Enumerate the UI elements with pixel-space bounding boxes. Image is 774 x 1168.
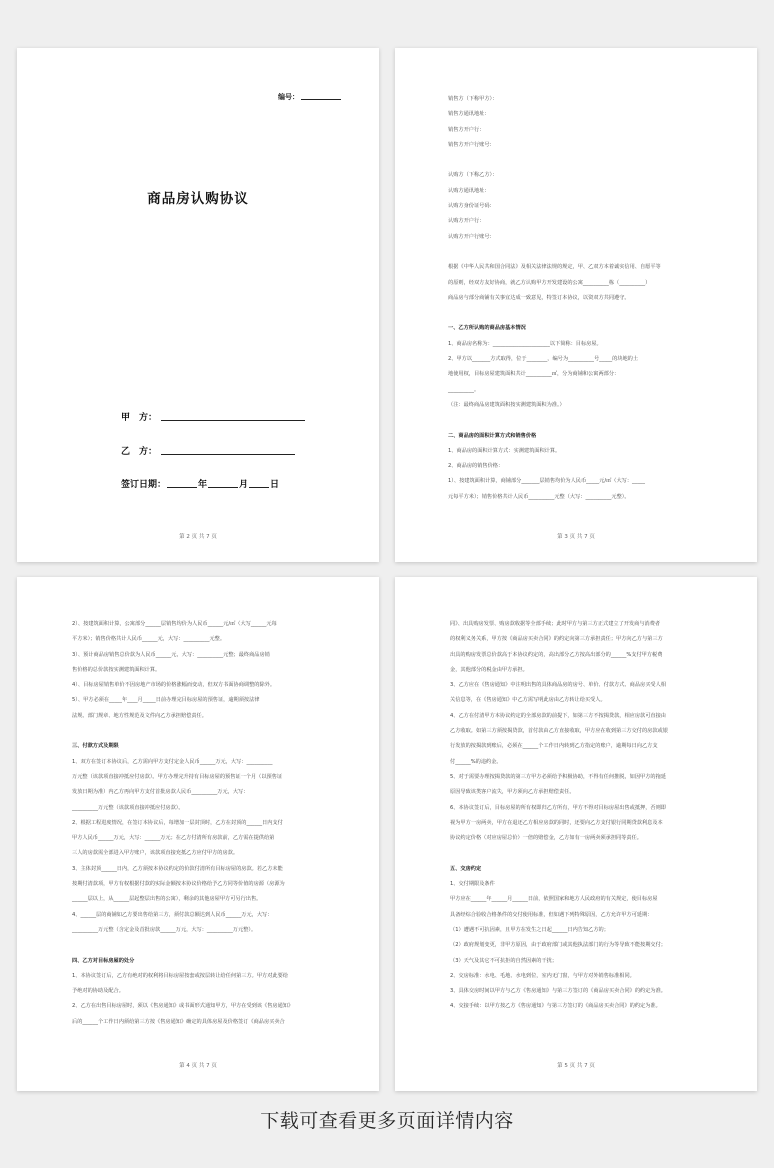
text-line: __________万元整（含定金及首批房款______万元，大写：__________万元整）。 [72,926,257,933]
text-line: 出具的购房发票总价款高于本协议约定的，高出部分乙方按高出部分的______%支付甲方税费 [450,651,663,658]
month-blank [208,487,238,488]
section-heading: 四、乙方对目标房屋的处分 [72,957,135,964]
text-line: 的原则，经双方友好协商，就乙方认购甲方开发建设的公寓__________栋（__________） [448,279,651,286]
text-line: __________。 [448,386,480,393]
paragraph-gap [448,306,717,321]
page-footer: 第 3 页 共 7 页 [557,534,595,540]
text-line: 4、______层的商铺如乙方要出售给第三方，须付款总额达到人民币______万元，大写： [72,911,273,918]
text-line: 2、商品房的销售价格： [448,463,504,470]
day-label: 日 [270,480,280,490]
page-footer: 第 5 页 共 7 页 [557,1063,595,1069]
text-line: 4、乙方在付清甲方本协议约定的全部房款的前提下，如第三方不按揭贷款，相应房款可直接由 [450,712,666,719]
text-line: 原因导致该类客户流失，甲方须向乙方承担赔偿责任。 [450,789,575,796]
text-line: 地使用权，目标房屋建筑面积共计__________㎡，分为商铺和公寓两部分： [448,371,620,378]
page-footer: 第 2 页 共 7 页 [179,534,217,540]
section-heading: 三、付款方式及期限 [72,743,119,750]
text-line: 1、商品房名称为：______________________以下简称：目标房屋。 [448,340,602,347]
text-line: （1）遭遇不可抗因素，且甲方在发生之日起______日内告知乙方的； [450,926,609,933]
text-line: 协议约定价格（对应房屋总价）一倍的赔偿金，乙方如有一房两卖须承担同等责任。 [450,835,642,842]
paragraph-gap [450,846,721,861]
section-heading: 五、交房约定 [450,865,482,872]
text-line: __________万元整（该款项直接冲抵应付房款）。 [72,804,184,811]
text-line: 认购方开户行账号： [448,233,495,240]
download-prompt[interactable]: 下载可查看更多页面详情内容 [260,1110,514,1132]
text-line: 行发放的按揭款到账后，必须在______个工作日内转到乙方指定的账户，逾期每日向乙方支 [450,743,658,750]
text-line: 付______%的违约金。 [450,758,502,765]
document-page-2 [395,48,757,562]
text-line: 销售方通讯地址： [448,111,490,118]
text-line: 认购方（下称乙方）： [448,172,498,179]
text-line: 甲方人民币______万元，大写：______万元；在乙方付清所有房款前，乙方需在提供给第 [72,835,275,842]
party-a-field [121,410,305,423]
day-blank [249,487,269,488]
document-title: 商品房认购协议 [147,191,249,207]
paragraph-gap [72,938,343,953]
text-line: 1）、按建筑面积计算，商铺部分_______层销售均价为人民币_____元/㎡（大写：_____ [448,478,645,485]
text-line: 三人的房款需全部进入甲方账户，该款项直接充抵乙方应付甲方的房款。 [72,850,239,857]
page-footer: 第 4 页 共 7 页 [179,1063,217,1069]
paragraph-gap [448,413,717,428]
paragraph-gap [448,153,717,168]
year-label: 年 [198,480,208,490]
document-page-3 [17,577,379,1091]
text-line: 1、商品房的面积计算方式：实测建筑面积计算。 [448,447,561,454]
section-heading: 一、乙方所认购的商品房基本情况 [448,325,526,332]
text-line: 销售方开户行账号： [448,141,495,148]
text-line: 发放日期为准）内乙方再向甲方支付首批房款人民币__________万元，大写： [72,789,249,796]
text-line: ______层以上，从______层起整层出售的公寓），剩余的其他房屋甲方可另行出售。 [72,896,262,903]
cover-page [17,48,379,562]
text-line: 5、对于需要办理按揭贷款的第三方甲方必须给予积极协助，不得有任何推脱，如因甲方的拖延 [450,773,666,780]
text-line: 2、甲方以_______方式取得，位于________，编号为__________号_____的块地的土 [448,356,639,363]
text-line: 1、交付期限及条件 [450,881,495,888]
text-line: 3、主体封顶______日内，乙方须按本协议约定的价款付清所有目标房屋的房款。若乙方未能 [72,865,283,872]
text-line: 销售方开户行： [448,126,485,133]
text-line: 认购方开户行： [448,218,485,225]
text-line: 乙方收取。如第三方须按揭贷款，首付款由乙方直接收取，甲方应在收到第三方交付的房款或银 [450,728,668,735]
text-line: 1、本协议签订后，乙方有绝对的权利将目标房屋按套或按层转让给任何第三方。甲方对此要给 [72,972,288,979]
text-line: 认购方身份证号码： [448,203,495,210]
section-heading: 二、商品房的面积计算方式和销售价格 [448,432,537,439]
month-label: 月 [239,480,249,490]
text-line: 视为甲方一房两卖，甲方在退还乙方相应房款的同时，还要向乙方支付银行同期贷款利息及本 [450,819,663,826]
text-line: 根据《中华人民共和国合同法》及相关法律法规的规定，甲、乙双方本着诚实信用、自愿平等 [448,264,661,271]
text-line: 后的______个工作日内须给第三方按《售房通知》确定的具体房屋及价格签订《商品房买卖合 [72,1018,285,1025]
text-line: 同》、出具购房发票、购房款收据等全部手续；此时甲方与第三方正式建立了开发商与消费者 [450,621,661,627]
text-line: 2、乙方在出售目标房屋时，须以《售房通知》或书面形式通知甲方，甲方在受到该《售房通知》 [72,1003,294,1010]
text-line: 万元整（该款项直接冲抵应付房款）。甲方办理完升持有目标房屋的预售证一个月（以预售证 [72,773,283,780]
text-line: 元每平方米）；销售价格共计人民币__________元整（大写：__________元整）。 [448,493,630,500]
text-line: （2）政府规划变更，非甲方原因，由于政府部门或其他执法部门的行为等导致不能按期交付； [450,942,666,949]
text-line: 3、乙方应在《售房通知》中注明出售的具体商品房的房号、单价、付款方式、商品房买受人相 [450,682,666,689]
text-line: 1、双方在签订本协议后，乙方需向甲方支付定金人民币______万元，大写：__________ [72,758,273,765]
text-line: 商品房与部分商铺有关事宜达成一致意见，特签订本协议，以资双方共同遵守。 [448,294,630,301]
sign-date-label: 签订日期： [121,480,167,490]
text-line: 6、本协议签订后，目标房屋的所有权即归乙方所有，甲方不得对目标房屋出售或抵押，否则即 [450,804,666,811]
page-body [450,617,721,1015]
party-b-label: 乙 方： [121,447,158,457]
text-line: 售价格的总价款按实测建筑面积计算。 [72,666,161,673]
text-line: 5）、甲方必须在_____年____月_____日前办理完目标房屋的预售证，逾期须按法律 [72,697,260,704]
text-line: 关信息等，在《售房通知》中乙方需写明此房由乙方转让给买受人。 [450,697,606,704]
party-b-field [121,444,295,457]
text-line: 金，其他部分的税金由甲方承担。 [450,666,528,673]
text-line: 4、交接手续：以甲方按乙方《售房通知》与第三方签订的《商品房买卖合同》的约定为准。 [450,1003,661,1010]
text-line: （3）天气及其它不可抗拒的自然因素的干扰； [450,957,558,964]
contract-number-blank [301,99,341,100]
page-body [448,92,717,505]
year-blank [167,487,197,488]
page-body [72,617,343,1030]
contract-number-label: 编号： [278,93,299,101]
text-line: 销售方（下称甲方）： [448,96,498,102]
contract-number [278,92,341,102]
party-a-blank [161,420,305,421]
text-line: 3）、预计商品房销售总价款为人民币______元，大写：__________元整；最终商品房销 [72,651,270,658]
text-line: 按期付清款项，甲方有权根据付款的实际金额按本协议价格给予乙方同等价值的房源（房源为 [72,881,285,888]
text-line: （注：最终商品房建筑面积按实测建筑面积为准。） [448,401,565,408]
text-line: 甲方应在______年______月______日前，依照国家和地方人民政府的有关规定，使目标房屋 [450,896,658,903]
paragraph-gap [72,724,343,739]
party-a-label: 甲 方： [121,413,158,423]
text-line: 2、交房标准：水电、毛地、水电到位，室内无门窗，与甲方对外销售标准相同。 [450,972,635,979]
text-line: 予绝对的协助及配合。 [72,988,124,995]
text-line: 2、根据工程进度情况，在签订本协议后，每增加一层封顶时，乙方在封顶的______日内支付 [72,819,283,826]
text-line: 具备经综合验收合格条件的交付使用标准，但如遇下列特殊原因，乙方允许甲方可延期： [450,911,653,918]
text-line: 的权利义务关系，甲方按《商品房买卖合同》的约定向第三方承担责任；甲方向乙方与第三方 [450,636,663,643]
party-b-blank [161,454,295,455]
text-line: 认购方通讯地址： [448,187,490,194]
paragraph-gap [448,245,717,260]
sign-date-field [121,477,279,490]
text-line: 法规、部门规章、地方性规范及文件向乙方承担赔偿责任。 [72,712,207,719]
text-line: 平方米）；销售价格共计人民币______元，大写：__________元整。 [72,636,226,643]
text-line: 3、具体交房时间以甲方与乙方《售房通知》与第三方签订的《商品房买卖合同》的约定为准。 [450,988,666,995]
text-line: 4）、目标房屋销售单价不因房地产市场的价格涨幅而变动，但双方书面协商调整的除外。 [72,682,276,689]
document-page-4 [395,577,757,1091]
text-line: 2）、按建筑面积计算，公寓部分______层销售均价为人民币______元/㎡（大写______元每 [72,621,277,627]
